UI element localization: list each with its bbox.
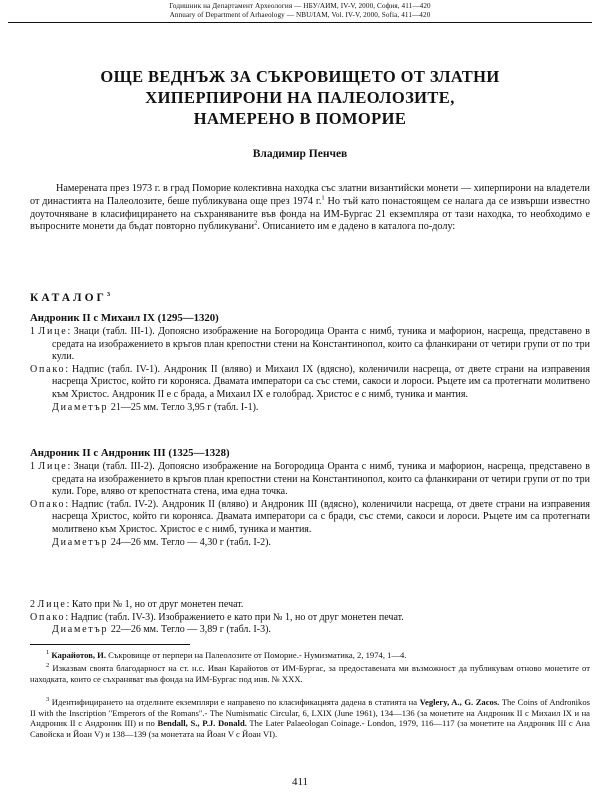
footnote-3-text-c: The Later Palaeologan Coinage.- London, 1979, 116—117 (за монетите на Андроник III с Ана Савойска и Йоан V) и 138—139 (за монетата на Йоан V с Йоан VI). bbox=[30, 718, 590, 739]
title-line-1: ОЩЕ ВЕДНЪЖ ЗА СЪКРОВИЩЕТО ОТ ЗЛАТНИ bbox=[100, 67, 500, 86]
entry2-dims-label: Диаметър bbox=[52, 536, 109, 548]
entry2-block bbox=[30, 461, 590, 549]
footnote-2-text: Изказвам своята благодарност на ст. н.с. Иван Карайотов от ИМ-Бургас, за предоставената ми възможност да публикувам отново монетите от находката, които се съхраняват във фонда на ИМ-Бургас под инв. № XXX. bbox=[30, 663, 590, 684]
author-name: Владимир Пенчев bbox=[252, 148, 348, 160]
entry2-reverse-label: Опако bbox=[30, 498, 66, 510]
entry3-reverse-text: : Надпис (табл. IV-3). Изображението е като при № 1, но от друг монетен печат. bbox=[65, 611, 404, 623]
entry2-obverse-label: Лице bbox=[38, 461, 68, 472]
entry3-dimensions bbox=[30, 624, 590, 637]
entry1-dimensions bbox=[30, 402, 590, 415]
entry1-obverse bbox=[30, 326, 590, 364]
footnote-3-text-b: The Coins of Andronikos II with the Inscription "Emperors of the Romans".- The Numismatic Circular, 6, LXIX (June 1961), 134—136 (за монетите на Андроник II с Михаил IX и на Андроник II с Андроник III) и по bbox=[30, 697, 590, 729]
footnote-2 bbox=[30, 663, 590, 684]
entry3-obverse-label: Лице bbox=[37, 599, 67, 610]
entry3-obverse bbox=[30, 599, 590, 612]
entry3-reverse-label: Опако bbox=[30, 611, 66, 623]
entry1-obverse-label: Лице bbox=[38, 326, 68, 337]
header-rule bbox=[8, 22, 592, 23]
entry1-dims-label: Диаметър bbox=[52, 401, 109, 413]
entry2-obverse-text: : Знаци (табл. III-2). Допоясно изображение на Богородица Оранта с нимб, туника и мафорион, насреща, представено в средата на изображението в кръгов план крепостни стени на Константинопол, които са фланкирани от четири групи от по три кули. Горе, вляво от крепостната стена, има една точка. bbox=[52, 461, 590, 498]
entry3-obverse-text: : Като при № 1, но от друг монетен печат. bbox=[66, 599, 244, 610]
entry2-dimensions bbox=[30, 537, 590, 550]
entry2-number: 1 bbox=[30, 461, 35, 472]
footnote-ref-2: 2 bbox=[254, 220, 258, 227]
entry1-obverse-text: : Знаци (табл. III-1). Допоясно изображение на Богородица Оранта с нимб, туника и мафорион, насреща, представено в средата на изображението в кръгов план крепостни стени на Константинопол, които са фланкирани от четири групи от по три кули. bbox=[52, 326, 590, 363]
footnote-3-number: 3 bbox=[46, 696, 50, 704]
footnote-1 bbox=[30, 650, 590, 661]
entry2-obverse bbox=[30, 461, 590, 499]
footnote-rule bbox=[30, 644, 190, 645]
article-title bbox=[40, 66, 560, 129]
entry3-reverse bbox=[30, 612, 590, 625]
footnote-3-text-a: Идентифицирането на отделните екземпляри е направено по класификацията дадена в статията на bbox=[51, 697, 420, 707]
entry2-reverse bbox=[30, 499, 590, 537]
entry1-reverse-text: : Надпис (табл. IV-1). Андроник II (вляво) и Михаил IX (вдясно), коленичили насреща, от двете страни на изправения насреща Христос, който ги короняса. Двамата императори са със стеми, сакоси и лороси. Ръцете им са протегнати молитвено към Христос. Андроник II е с брада, а Михаил IX е голобрад. Христос е с нимб, туника и мантия. bbox=[52, 363, 590, 400]
footnote-3 bbox=[30, 697, 590, 739]
entry1-reverse-label: Опако bbox=[30, 363, 66, 375]
footnote-3-author-1: Vegleгy, A., G. Zacos. bbox=[419, 697, 500, 707]
running-header bbox=[0, 2, 600, 20]
header-line-bg: Годишник на Департамент Археология — НБУ/АИМ, IV-V, 2000, София, 411—420 bbox=[169, 2, 431, 10]
intro-text-2: Но тъй като понастоящем се налага да се извърши известно доуточняване в класифицирането на съхраняваните във фонда на ИМ-Бургас 21 екземпляра от тази находка, то необходимо е въпросните монети да бъдат повторно публикувани bbox=[30, 195, 590, 233]
footnote-1-text: Съкровище от перпери на Палеолозите от Поморие.- Нумизматика, 2, 1974, 1—4. bbox=[106, 650, 407, 660]
entry3-dims-label: Диаметър bbox=[52, 624, 109, 636]
entry2-reverse-text: : Надпис (табл. IV-2). Андроник II (вляво) и Андроник III (вдясно), коленичили насреща, от двете страни на изправения насреща Христос, който ги короняса. Двамата императори са с бради, със стеми, сакоси и лороси. Ръцете им са протегнати молитвено към Христос. Христос е с нимб, туника и мантия. bbox=[52, 498, 590, 535]
title-line-3: НАМЕРЕНО В ПОМОРИЕ bbox=[193, 109, 407, 128]
entry1-dims-text: 21—25 мм. Тегло 3,95 г (табл. I-1). bbox=[108, 401, 259, 413]
entry2-dims-text: 24—26 мм. Тегло — 4,30 г (табл. I-2). bbox=[108, 536, 271, 548]
header-line-en: Annuary of Department of Arhaeology — NBU/IAM, Vol. IV-V, 2000, Sofia, 411—420 bbox=[169, 11, 431, 19]
footnote-2-number: 2 bbox=[46, 662, 50, 670]
catalog-heading bbox=[30, 292, 113, 304]
entry1-heading: Андроник II с Михаил IX (1295—1320) bbox=[30, 312, 219, 324]
intro-text-1: Намерената през 1973 г. в град Поморие колективна находка със златни византийски монети — хиперпирони на владетели от династията на Палеолозите, беше публикувана още през 1974 г. bbox=[30, 183, 590, 207]
footnote-ref-3: 3 bbox=[106, 291, 114, 299]
entry1-reverse bbox=[30, 364, 590, 402]
intro-text-3: . Описанието им е дадено в каталога по-долу: bbox=[257, 221, 456, 233]
footnote-ref-1: 1 bbox=[321, 194, 325, 202]
entry2-heading: Андроник II с Андроник III (1325—1328) bbox=[30, 447, 230, 459]
entry3-dims-text: 22—26 мм. Тегло — 3,89 г (табл. I-3). bbox=[108, 624, 271, 636]
footnote-1-author: Карайотов, И. bbox=[51, 650, 106, 660]
footnote-3-author-2: Bendall, S., P.J. Donald. bbox=[157, 718, 247, 729]
entry3-number: 2 bbox=[30, 599, 35, 610]
page-number: 411 bbox=[291, 776, 309, 788]
entry3-block bbox=[30, 599, 590, 637]
intro-paragraph bbox=[30, 183, 590, 234]
footnote-1-number: 1 bbox=[46, 649, 50, 657]
entry1-number: 1 bbox=[30, 326, 35, 337]
catalog-label: КАТАЛОГ bbox=[30, 292, 107, 304]
entry1-block bbox=[30, 326, 590, 414]
title-line-2: ХИПЕРПИРОНИ НА ПАЛЕОЛОЗИТЕ, bbox=[145, 88, 455, 107]
